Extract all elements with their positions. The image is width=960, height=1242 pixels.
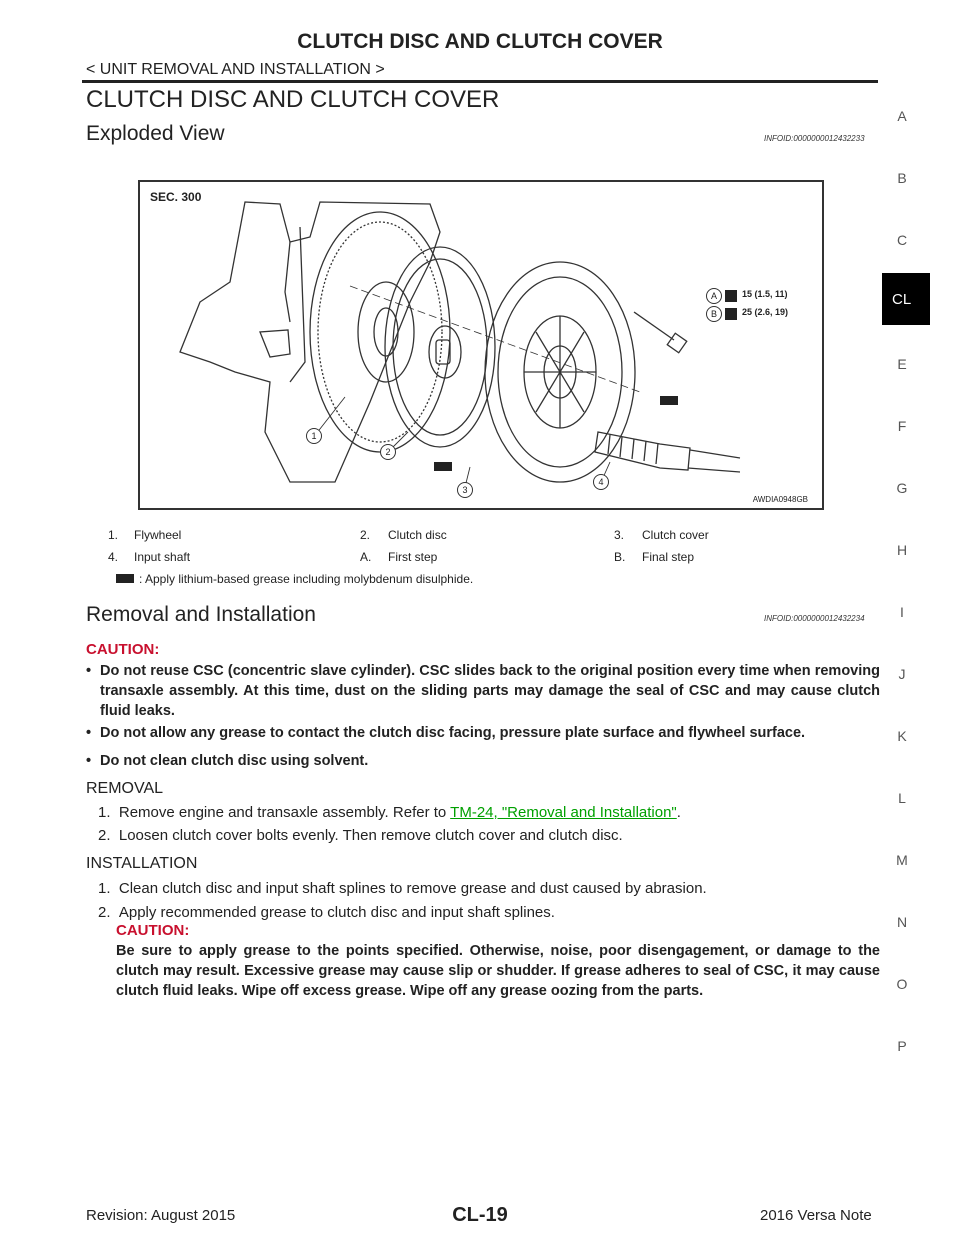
clutch-assembly-drawing (140, 182, 822, 508)
index-tab-i[interactable]: I (900, 604, 904, 620)
callout-2: 2 (380, 444, 396, 460)
index-tab-e[interactable]: E (897, 356, 907, 372)
callout-1: 1 (306, 428, 322, 444)
page-title: CLUTCH DISC AND CLUTCH COVER (86, 86, 500, 113)
installation-step-1-text: Clean clutch disc and input shaft splines to remove grease and dust caused by abrasion. (118, 880, 707, 897)
installation-caution-text: Be sure to apply grease to the points specified. Otherwise, noise, poor disengagement, or damage to the clutch may result. Excessive grease may cause slip or shudder. If grease adheres to seal of CSC, it may cause clutch fluid leaks. Wipe off excess grease. Wipe off any grease oozing from the parts. (116, 943, 880, 999)
removal-step-1-suffix: . (676, 804, 681, 821)
footer-model: 2016 Versa Note (760, 1207, 872, 1224)
index-tab-k[interactable]: K (897, 728, 907, 744)
section-title-exploded-view: Exploded View (86, 122, 225, 145)
index-tab-n[interactable]: N (896, 914, 908, 930)
section-title-removal-installation: Removal and Installation (86, 603, 316, 626)
index-tab-o[interactable]: O (896, 976, 908, 992)
footer-page-number: CL-19 (452, 1204, 508, 1226)
legend-text-b: Final step (642, 550, 695, 564)
index-tab-h[interactable]: H (896, 542, 908, 558)
callout-3: 3 (457, 482, 473, 498)
legend-num-b: B. (614, 550, 626, 564)
grease-icon (116, 574, 134, 583)
caution-label: CAUTION: (86, 641, 160, 658)
index-tab-l[interactable]: L (898, 790, 906, 806)
legend-text-1: Flywheel (134, 528, 182, 542)
removal-step-2-text: Loosen clutch cover bolts evenly. Then remove clutch cover and clutch disc. (118, 827, 623, 844)
removal-heading: REMOVAL (86, 780, 164, 797)
torque-b-marker: B (706, 306, 722, 322)
legend-text-3: Clutch cover (642, 528, 709, 542)
index-tab-f[interactable]: F (897, 418, 907, 434)
torque-a-marker: A (706, 288, 722, 304)
legend-text-a: First step (388, 550, 438, 564)
removal-step-1-text: Remove engine and transaxle assembly. Refer to (118, 804, 447, 821)
installation-step-2-text: Apply recommended grease to clutch disc and input shaft splines. (118, 904, 555, 921)
exploded-view-figure (138, 180, 824, 510)
index-tab-p[interactable]: P (897, 1038, 907, 1054)
index-tab-j[interactable]: J (898, 666, 906, 682)
legend-num-a: A. (360, 550, 372, 564)
index-tab-a[interactable]: A (897, 108, 907, 124)
figure-code: AWDIA0948GB (752, 495, 808, 504)
header-divider (82, 80, 878, 83)
bullet-3: • (86, 753, 92, 769)
infoid-exploded-view: INFOID:0000000012432233 (764, 134, 865, 143)
installation-step-2: 2. Apply recommended grease to clutch disc and input shaft splines. (98, 904, 555, 921)
figure-sec-label: SEC. 300 (150, 190, 202, 204)
legend-num-4: 4. (108, 550, 119, 564)
bullet-1: • (86, 663, 92, 679)
caution-item-1: Do not reuse CSC (concentric slave cylinder). CSC slides back to the original position every time when removing transaxle assembly. At this time, dust on the sliding parts may damage the seal of CSC and may cause clutch fluid leaks. (100, 663, 880, 719)
torque-b-value: 25 (2.6, 19) (742, 307, 789, 317)
caution-item-2: Do not allow any grease to contact the clutch disc facing, pressure plate surface and flywheel surface. (100, 725, 806, 741)
bullet-2: • (86, 725, 92, 741)
legend-text-2: Clutch disc (388, 528, 447, 542)
legend-text-4: Input shaft (134, 550, 191, 564)
caution-item-3: Do not clean clutch disc using solvent. (100, 753, 369, 769)
running-header-title: CLUTCH DISC AND CLUTCH COVER (297, 30, 663, 53)
infoid-removal-installation: INFOID:0000000012432234 (764, 614, 865, 623)
index-tab-g[interactable]: G (896, 480, 908, 496)
installation-heading: INSTALLATION (86, 855, 198, 872)
installation-step-1: 1. Clean clutch disc and input shaft splines to remove grease and dust caused by abrasion. (98, 880, 707, 897)
index-tab-cl-active[interactable]: CL (882, 273, 930, 325)
footer-revision: Revision: August 2015 (86, 1207, 236, 1224)
grease-note: : Apply lithium-based grease including molybdenum disulphide. (139, 572, 474, 586)
installation-caution-label: CAUTION: (116, 922, 190, 939)
legend-num-3: 3. (614, 528, 625, 542)
removal-step-2: 2. Loosen clutch cover bolts evenly. Then remove clutch cover and clutch disc. (98, 827, 623, 844)
index-tab-m[interactable]: M (896, 852, 908, 868)
index-tab-c[interactable]: C (896, 232, 908, 248)
index-tab-b[interactable]: B (897, 170, 907, 186)
torque-a-value: 15 (1.5, 11) (742, 289, 788, 299)
removal-step-1: 1. Remove engine and transaxle assembly. Refer to TM-24, "Removal and Installation". (98, 804, 681, 821)
breadcrumb: < UNIT REMOVAL AND INSTALLATION > (86, 61, 385, 78)
callout-4: 4 (593, 474, 609, 490)
legend-num-1: 1. (108, 528, 119, 542)
link-tm-24[interactable]: TM-24, "Removal and Installation" (450, 804, 677, 821)
legend-num-2: 2. (360, 528, 371, 542)
